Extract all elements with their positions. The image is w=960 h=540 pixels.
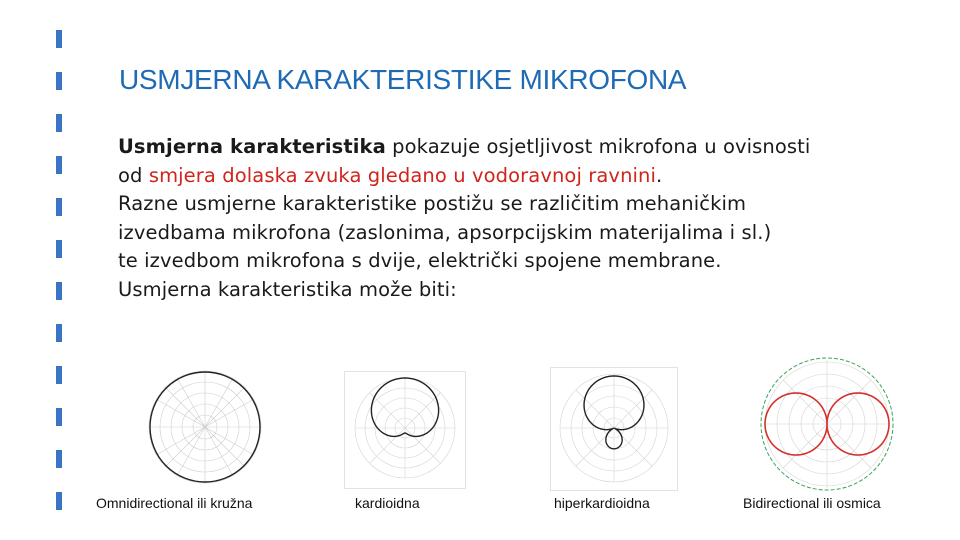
- omnidirectional-polar-plot: [138, 365, 273, 485]
- hypercardioid-polar-plot: [551, 368, 677, 490]
- body-line-2-end: .: [656, 163, 663, 187]
- figure-eight-polar-plot: [752, 352, 902, 494]
- slide-body: [118, 133, 918, 305]
- caption-omnidirectional: Omnidirectional ili kružna: [96, 495, 253, 511]
- slide-title: USMJERNA KARAKTERISTIKE MIKROFONA: [119, 64, 687, 95]
- body-line-2: [118, 162, 918, 191]
- body-line-5: te izvedbom mikrofona s dvije, električki spojene membrane.: [118, 249, 722, 273]
- decorative-dashed-bar: [56, 30, 62, 520]
- body-line-4: izvedbama mikrofona (zaslonima, apsorpcijskim materijalima i sl.): [118, 220, 772, 244]
- body-line-1-rest: pokazuje osjetljivost mikrofona u ovisnosti: [385, 135, 811, 158]
- cardioid-pattern-image: [344, 371, 466, 489]
- body-line-6: Usmjerna karakteristika može biti:: [118, 277, 457, 301]
- body-line-2-start: od: [118, 163, 149, 187]
- cardioid-polar-plot: [345, 372, 465, 488]
- body-line-3: Razne usmjerne karakteristike postižu se različitim mehaničkim: [118, 192, 747, 216]
- caption-figure-eight: Bidirectional ili osmica: [743, 495, 881, 511]
- figure-eight-pattern-image: [752, 352, 902, 494]
- caption-cardioid: kardioidna: [355, 495, 420, 511]
- caption-hypercardioid: hiperkardioidna: [554, 495, 650, 511]
- omnidirectional-pattern-image: [138, 365, 273, 485]
- hypercardioid-pattern-image: [550, 367, 678, 491]
- term-bold: Usmjerna karakteristika: [118, 135, 386, 158]
- highlighted-phrase: smjera dolaska zvuka gledano u vodoravnoj ravnini: [148, 163, 657, 187]
- body-line-1: [118, 133, 918, 162]
